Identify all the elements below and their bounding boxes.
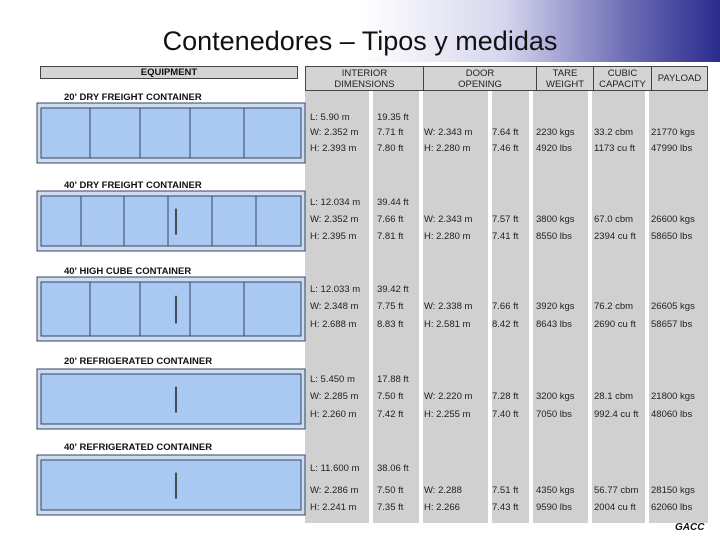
header-cubic-line1: CUBIC [607,68,638,79]
interior-width-m: W: 2.348 m [310,301,359,312]
header-tare-line1: TARE [552,68,578,79]
header-cubic-line2: CAPACITY [599,79,646,90]
cubic-capacity-cuft: 2394 cu ft [594,231,636,242]
column-divider [419,91,423,523]
tare-weight-lb: 7050 lbs [536,409,572,420]
door-width-m: W: 2.343 m [424,214,473,225]
interior-width-m: W: 2.352 m [310,127,359,138]
interior-height-ft: 7.42 ft [377,409,404,420]
container-label: 40' HIGH CUBE CONTAINER [64,266,192,277]
interior-width-ft: 7.50 ft [377,485,404,496]
payload-lb: 47990 lbs [651,143,693,154]
container-body [41,108,301,158]
payload-lb: 62060 lbs [651,502,693,513]
interior-height-ft: 7.80 ft [377,143,404,154]
interior-length-ft: 39.42 ft [377,284,409,295]
payload-kg: 28150 kgs [651,485,695,496]
interior-length-m: L: 12.033 m [310,284,361,295]
door-width-ft: 7.57 ft [492,214,519,225]
column-divider [529,91,533,523]
interior-height-m: H: 2.241 m [310,502,357,513]
interior-length-ft: 39.44 ft [377,197,409,208]
door-height-m: H: 2.266 [424,502,460,513]
door-height-ft: 8.42 ft [492,319,519,330]
tare-weight-kg: 3920 kgs [536,301,575,312]
door-height-ft: 7.40 ft [492,409,519,420]
tare-weight-lb: 8643 lbs [536,319,572,330]
interior-height-m: H: 2.395 m [310,231,357,242]
container-body [41,374,301,424]
cubic-capacity-cuft: 992.4 cu ft [594,409,639,420]
interior-width-ft: 7.66 ft [377,214,404,225]
container-illustration [36,454,306,516]
interior-length-ft: 19.35 ft [377,112,409,123]
header-tare-line2: WEIGHT [546,79,584,90]
container-illustration [36,368,306,430]
header-interior-line1: INTERIOR [341,68,388,79]
interior-length-m: L: 5.450 m [310,374,355,385]
header-tare-weight [537,67,594,90]
interior-width-m: W: 2.286 m [310,485,359,496]
payload-lb: 48060 lbs [651,409,693,420]
interior-height-m: H: 2.393 m [310,143,357,154]
header-door-line1: DOOR [465,68,495,79]
tare-weight-kg: 3800 kgs [536,214,575,225]
column-divider [369,91,373,523]
cubic-capacity-cbm: 56.77 cbm [594,485,639,496]
door-width-m: W: 2.343 m [424,127,473,138]
container-body [41,196,301,246]
door-height-m: H: 2.581 m [424,319,471,330]
payload-kg: 21770 kgs [651,127,695,138]
interior-width-m: W: 2.352 m [310,214,359,225]
cubic-capacity-cbm: 33.2 cbm [594,127,634,138]
payload-kg: 26605 kgs [651,301,695,312]
container-body [41,460,301,510]
container-label: 40' REFRIGERATED CONTAINER [64,442,213,453]
header-payload: PAYLOAD [657,73,702,84]
column-divider [588,91,592,523]
tare-weight-lb: 9590 lbs [536,502,572,513]
cubic-capacity-cbm: 76.2 cbm [594,301,634,312]
door-height-m: H: 2.255 m [424,409,471,420]
interior-height-m: H: 2.260 m [310,409,357,420]
door-height-ft: 7.46 ft [492,143,519,154]
interior-height-ft: 7.81 ft [377,231,404,242]
tare-weight-kg: 3200 kgs [536,391,575,402]
interior-length-m: L: 11.600 m [310,463,360,474]
door-width-m: W: 2.338 m [424,301,473,312]
container-label: 40' DRY FREIGHT CONTAINER [64,180,202,191]
door-width-ft: 7.66 ft [492,301,519,312]
interior-height-ft: 8.83 ft [377,319,404,330]
door-width-m: W: 2.220 m [424,391,473,402]
cubic-capacity-cuft: 2004 cu ft [594,502,636,513]
header-door-line2: OPENING [458,79,502,90]
page-title: Contenedores – Tipos y medidas [162,26,558,56]
container-label: 20' DRY FREIGHT CONTAINER [64,92,202,103]
interior-width-ft: 7.75 ft [377,301,404,312]
payload-kg: 26600 kgs [651,214,695,225]
door-width-ft: 7.51 ft [492,485,519,496]
footer-logo-text: GACC [675,522,705,533]
payload-lb: 58657 lbs [651,319,693,330]
equipment-header: EQUIPMENT [40,66,298,79]
interior-width-ft: 7.50 ft [377,391,404,402]
door-height-m: H: 2.280 m [424,231,471,242]
door-width-m: W: 2.288 [424,485,462,496]
tare-weight-lb: 4920 lbs [536,143,572,154]
payload-lb: 58650 lbs [651,231,693,242]
door-height-m: H: 2.280 m [424,143,471,154]
interior-length-m: L: 5.90 m [310,112,350,123]
cubic-capacity-cuft: 1173 cu ft [594,143,636,154]
door-height-ft: 7.41 ft [492,231,519,242]
payload-kg: 21800 kgs [651,391,695,402]
interior-length-ft: 38.06 ft [377,463,409,474]
interior-height-ft: 7.35 ft [377,502,404,513]
container-illustration [36,276,306,342]
door-width-ft: 7.28 ft [492,391,519,402]
column-divider [645,91,649,523]
tare-weight-kg: 2230 kgs [536,127,575,138]
container-label: 20' REFRIGERATED CONTAINER [64,356,213,367]
cubic-capacity-cuft: 2690 cu ft [594,319,636,330]
interior-length-m: L: 12.034 m [310,197,361,208]
interior-width-ft: 7.71 ft [377,127,404,138]
header-door-opening [424,67,537,90]
table-header [305,66,708,91]
container-illustration [36,190,306,252]
container-illustration [36,102,306,164]
header-interior-dimensions [306,67,424,90]
header-cubic-capacity [594,67,652,90]
interior-height-m: H: 2.688 m [310,319,357,330]
cubic-capacity-cbm: 28.1 cbm [594,391,634,402]
door-height-ft: 7.43 ft [492,502,519,513]
tare-weight-kg: 4350 kgs [536,485,575,496]
door-width-ft: 7.64 ft [492,127,519,138]
tare-weight-lb: 8550 lbs [536,231,572,242]
container-body [41,282,301,336]
interior-length-ft: 17.88 ft [377,374,409,385]
header-interior-line2: DIMENSIONS [334,79,395,90]
cubic-capacity-cbm: 67.0 cbm [594,214,634,225]
interior-width-m: W: 2.285 m [310,391,359,402]
